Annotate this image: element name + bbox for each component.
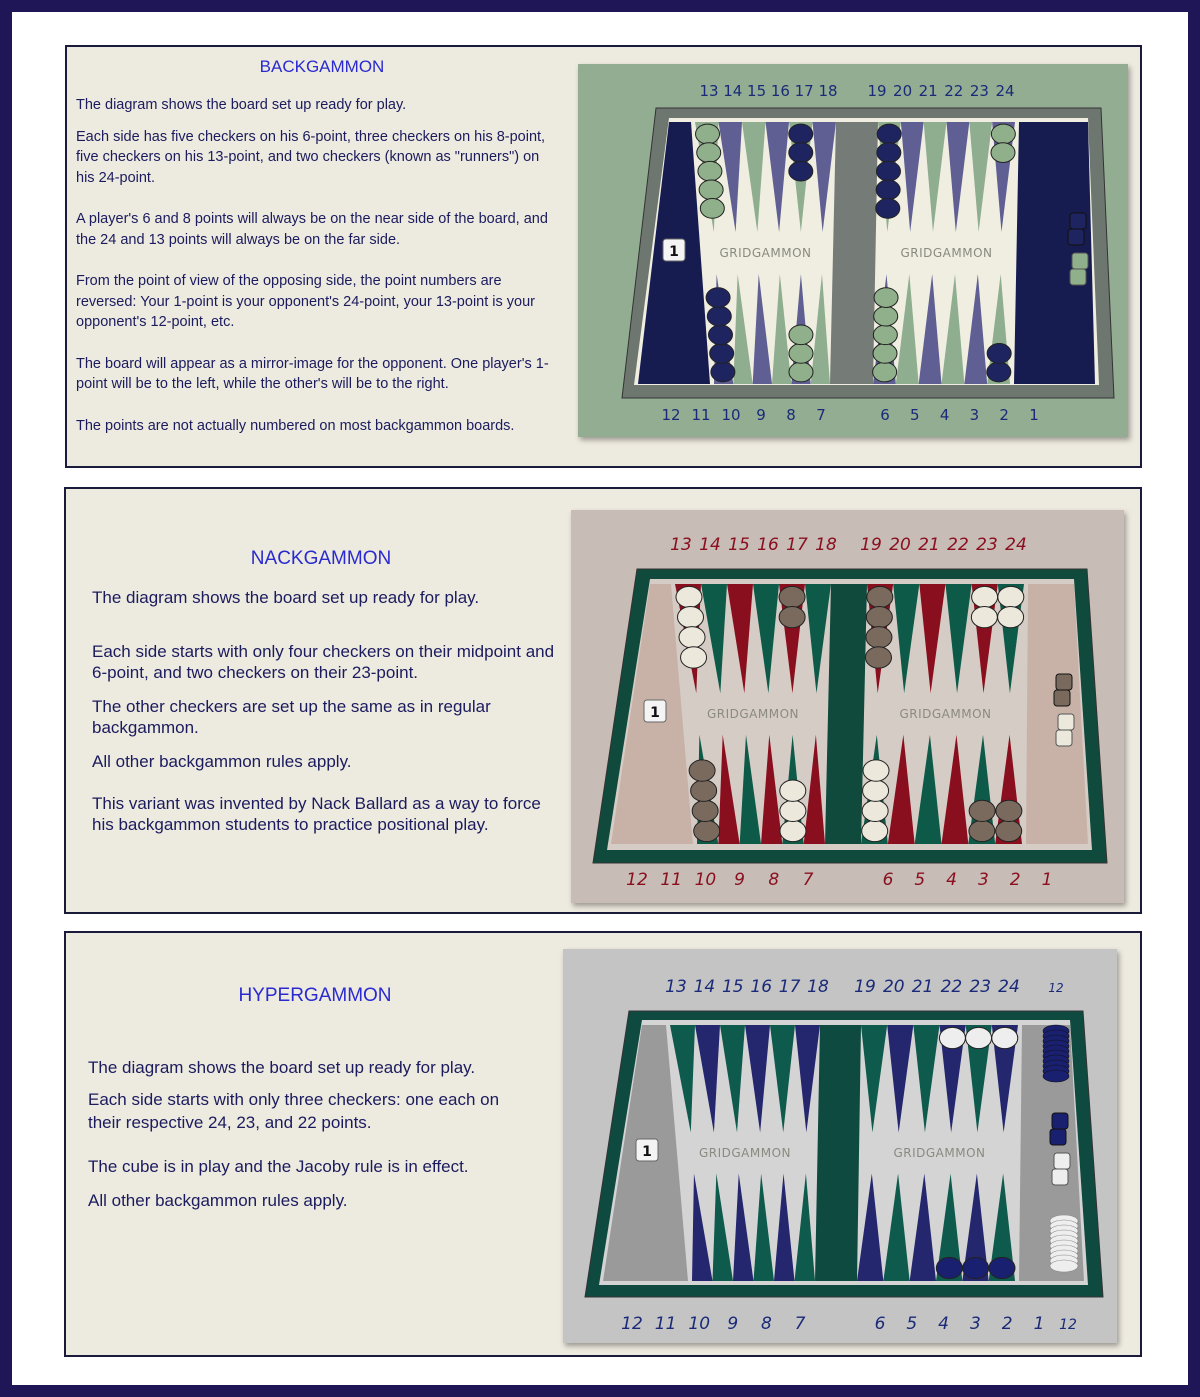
checker bbox=[865, 647, 891, 668]
checker bbox=[998, 586, 1024, 607]
checker bbox=[789, 161, 813, 181]
bottom-point-number: 1 bbox=[1041, 870, 1053, 890]
board-watermark: GRIDGAMMON bbox=[698, 1146, 792, 1160]
bottom-point-number: 3 bbox=[969, 1314, 981, 1334]
checker bbox=[867, 586, 893, 607]
checker bbox=[996, 800, 1022, 821]
bottom-point-number: 3 bbox=[969, 406, 980, 424]
bottom-point-number: 5 bbox=[914, 870, 926, 890]
checker bbox=[700, 199, 724, 219]
checker bbox=[971, 606, 997, 627]
die bbox=[1056, 730, 1072, 746]
board-watermark: GRIDGAMMON bbox=[899, 707, 992, 721]
checker bbox=[996, 820, 1022, 841]
bottom-point-number: 2 bbox=[999, 406, 1009, 424]
checker bbox=[969, 800, 995, 821]
paragraph: The diagram shows the board set up ready for play. bbox=[76, 97, 407, 113]
panel-description bbox=[88, 1056, 518, 1212]
die bbox=[1052, 1169, 1068, 1185]
checker bbox=[863, 760, 889, 781]
top-point-number: 19 bbox=[867, 82, 887, 100]
checker bbox=[998, 606, 1024, 627]
bottom-point-number: 2 bbox=[1009, 870, 1021, 890]
bottom-point-number: 9 bbox=[756, 406, 766, 424]
board-watermark: GRIDGAMMON bbox=[900, 246, 993, 260]
cube-value: 1 bbox=[669, 244, 679, 260]
board-svg bbox=[578, 64, 1128, 437]
tray-checker bbox=[1043, 1070, 1069, 1082]
paragraph: Each side starts with only three checkers: one each on their respective 24, 23, and 22 points. bbox=[88, 1090, 500, 1132]
die bbox=[1070, 269, 1086, 285]
checker bbox=[939, 1027, 965, 1048]
checker bbox=[874, 288, 898, 308]
bottom-point-number: 3 bbox=[977, 870, 989, 890]
top-point-number: 15 bbox=[747, 82, 767, 100]
paragraph: This variant was invented by Nack Ballard as a way to force his backgammon students to practice positional play. bbox=[92, 794, 541, 834]
paragraph: The cube is in play and the Jacoby rule is in effect. bbox=[88, 1157, 469, 1176]
checker bbox=[696, 124, 720, 144]
board-watermark: GRIDGAMMON bbox=[719, 246, 812, 260]
checker bbox=[972, 586, 998, 607]
board-diagram bbox=[578, 64, 1128, 437]
top-point-number: 21 bbox=[911, 977, 934, 997]
checker bbox=[780, 800, 806, 821]
checker bbox=[706, 288, 730, 308]
checker bbox=[873, 344, 897, 364]
board-svg bbox=[563, 949, 1117, 1343]
checker bbox=[991, 124, 1015, 144]
paragraph: All other backgammon rules apply. bbox=[88, 1191, 348, 1210]
checker bbox=[779, 606, 805, 627]
top-point-number: 23 bbox=[969, 82, 989, 100]
bottom-point-number: 1 bbox=[1029, 406, 1039, 424]
checker bbox=[987, 344, 1011, 364]
bottom-point-number: 8 bbox=[768, 870, 780, 890]
die bbox=[1068, 229, 1084, 245]
panel-title: HYPERGAMMON bbox=[238, 985, 392, 1006]
bottom-point-number: 1 bbox=[1033, 1314, 1045, 1334]
cube-value: 1 bbox=[642, 1144, 652, 1160]
checker bbox=[779, 586, 805, 607]
top-point-number: 13 bbox=[699, 82, 719, 100]
paragraph: The diagram shows the board set up ready for play. bbox=[92, 588, 480, 607]
checker bbox=[789, 124, 813, 144]
top-point-number: 18 bbox=[815, 535, 837, 555]
top-point-number: 18 bbox=[807, 977, 829, 997]
top-point-number: 17 bbox=[794, 82, 814, 100]
bottom-point-number: 4 bbox=[938, 1314, 950, 1334]
checker bbox=[689, 760, 715, 781]
bottom-point-number: 7 bbox=[802, 870, 814, 890]
checker bbox=[780, 780, 806, 801]
checker bbox=[866, 606, 892, 627]
paragraph: Each side has five checkers on his 6-point, three checkers on his 8-point, five checkers on his 13-point, and two checkers (known as "runners") on his 24-point. bbox=[76, 128, 546, 186]
die bbox=[1056, 674, 1072, 690]
checker bbox=[862, 800, 888, 821]
top-point-number: 24 bbox=[998, 977, 1020, 997]
top-point-number: 24 bbox=[995, 82, 1015, 100]
bottom-point-number: 5 bbox=[906, 1314, 918, 1334]
checker bbox=[681, 647, 707, 668]
bottom-point-number: 5 bbox=[910, 406, 920, 424]
checker bbox=[876, 199, 900, 219]
top-point-number: 19 bbox=[860, 535, 882, 555]
checker bbox=[708, 325, 732, 345]
top-point-number: 14 bbox=[699, 535, 721, 555]
checker bbox=[966, 1027, 992, 1048]
die bbox=[1058, 714, 1074, 730]
board-bar bbox=[825, 584, 867, 844]
checker bbox=[789, 325, 813, 345]
checker bbox=[877, 124, 901, 144]
bottom-point-number: 6 bbox=[874, 1314, 886, 1334]
checker bbox=[873, 362, 897, 382]
checker bbox=[789, 362, 813, 382]
bottom-point-number: 2 bbox=[1001, 1314, 1013, 1334]
checker bbox=[707, 306, 731, 326]
board-svg bbox=[571, 510, 1124, 903]
checker bbox=[866, 627, 892, 648]
die bbox=[1054, 1153, 1070, 1169]
top-point-number: 24 bbox=[1005, 535, 1027, 555]
board-bar bbox=[815, 1025, 861, 1281]
die bbox=[1050, 1129, 1066, 1145]
checker bbox=[789, 143, 813, 163]
checker bbox=[963, 1257, 989, 1278]
paragraph: The diagram shows the board set up ready for play. bbox=[88, 1058, 476, 1077]
bottom-point-number: 4 bbox=[939, 406, 950, 424]
top-point-number: 17 bbox=[786, 535, 808, 555]
checker bbox=[876, 161, 900, 181]
checker bbox=[710, 344, 734, 364]
panel-hypergammon bbox=[64, 931, 1142, 1357]
bottom-point-number: 10 bbox=[721, 406, 741, 424]
checker bbox=[873, 325, 897, 345]
bottom-point-number: 9 bbox=[727, 1314, 739, 1334]
checker bbox=[676, 586, 702, 607]
checker bbox=[692, 800, 718, 821]
panel-title: BACKGAMMON bbox=[259, 57, 385, 76]
bottom-point-number: 12 bbox=[621, 1314, 643, 1334]
bottom-point-number: 8 bbox=[760, 1314, 772, 1334]
top-point-number: 22 bbox=[944, 82, 964, 100]
checker bbox=[862, 820, 888, 841]
top-point-number: 17 bbox=[778, 977, 801, 997]
checker bbox=[678, 606, 704, 627]
panel-description bbox=[92, 587, 562, 835]
tray-count: 12 bbox=[1059, 1317, 1077, 1333]
cube-value: 1 bbox=[650, 705, 660, 721]
panel-nackgammon bbox=[64, 487, 1142, 914]
top-point-number: 19 bbox=[854, 977, 876, 997]
top-point-number: 23 bbox=[976, 535, 998, 555]
top-point-number: 14 bbox=[693, 977, 716, 997]
bottom-point-number: 12 bbox=[626, 870, 648, 890]
checker bbox=[694, 820, 720, 841]
top-point-number: 18 bbox=[818, 82, 838, 100]
top-point-number: 21 bbox=[918, 535, 940, 555]
board-watermark: GRIDGAMMON bbox=[893, 1146, 986, 1160]
tray-checker bbox=[1050, 1260, 1078, 1272]
checker bbox=[991, 143, 1015, 163]
checker bbox=[989, 1257, 1015, 1278]
bottom-point-number: 7 bbox=[816, 406, 826, 424]
checker bbox=[874, 306, 898, 326]
checker bbox=[876, 180, 900, 200]
paragraph: Each side starts with only four checkers on their midpoint and 6-point, and two checkers on their 23-point. bbox=[92, 642, 555, 682]
bottom-point-number: 11 bbox=[654, 1314, 677, 1334]
die bbox=[1072, 253, 1088, 269]
panel-description bbox=[76, 95, 561, 436]
bottom-point-number: 10 bbox=[694, 870, 717, 890]
checker bbox=[969, 820, 995, 841]
bottom-point-number: 7 bbox=[794, 1314, 806, 1334]
bottom-point-number: 10 bbox=[688, 1314, 711, 1334]
top-point-number: 16 bbox=[757, 535, 779, 555]
checker bbox=[697, 143, 721, 163]
top-point-number: 23 bbox=[969, 977, 992, 997]
top-point-number: 16 bbox=[750, 977, 773, 997]
bottom-point-number: 11 bbox=[691, 406, 711, 424]
paragraph: The other checkers are set up the same as in regular backgammon. bbox=[92, 697, 491, 737]
checker bbox=[711, 362, 735, 382]
checker bbox=[863, 780, 889, 801]
checker bbox=[936, 1257, 962, 1278]
top-point-number: 21 bbox=[918, 82, 938, 100]
bottom-point-number: 6 bbox=[882, 870, 894, 890]
checker bbox=[699, 180, 723, 200]
top-point-number: 20 bbox=[889, 535, 911, 555]
paragraph: The points are not actually numbered on most backgammon boards. bbox=[76, 417, 515, 434]
board-diagram bbox=[571, 510, 1124, 903]
checker bbox=[780, 820, 806, 841]
checker bbox=[992, 1027, 1018, 1048]
board-diagram bbox=[563, 949, 1117, 1343]
checker bbox=[698, 161, 722, 181]
bottom-point-number: 8 bbox=[786, 406, 796, 424]
tray-count: 12 bbox=[1048, 981, 1064, 995]
bottom-point-number: 11 bbox=[660, 870, 683, 890]
checker bbox=[691, 780, 717, 801]
die bbox=[1070, 213, 1086, 229]
top-point-number: 16 bbox=[770, 82, 790, 100]
top-point-number: 22 bbox=[947, 535, 969, 555]
panel-backgammon bbox=[65, 45, 1142, 468]
paragraph: From the point of view of the opposing side, the point numbers are reversed: Your 1-point is your opponent's 24-point, your 13-point is your opponent's 12-point, etc. bbox=[76, 273, 535, 330]
panel-title: NACKGAMMON bbox=[250, 548, 392, 569]
bottom-point-number: 6 bbox=[880, 406, 890, 424]
checker bbox=[789, 344, 813, 364]
paragraph: The board will appear as a mirror-image for the opponent. One player's 1-point will be to the left, while the other's will be to the right. bbox=[76, 355, 549, 392]
checker bbox=[987, 362, 1011, 382]
top-point-number: 22 bbox=[940, 977, 963, 997]
die bbox=[1054, 690, 1070, 706]
paragraph: All other backgammon rules apply. bbox=[92, 752, 352, 771]
paragraph: A player's 6 and 8 points will always be on the near side of the board, and the 24 and 13 points will always be on the far side. bbox=[76, 211, 548, 248]
checker bbox=[877, 143, 901, 163]
top-point-number: 13 bbox=[665, 977, 687, 997]
die bbox=[1052, 1113, 1068, 1129]
top-point-number: 13 bbox=[670, 535, 692, 555]
board-bar bbox=[830, 122, 878, 384]
bottom-point-number: 12 bbox=[661, 406, 681, 424]
checker bbox=[679, 627, 705, 648]
bottom-point-number: 9 bbox=[734, 870, 746, 890]
top-point-number: 14 bbox=[723, 82, 743, 100]
top-point-number: 20 bbox=[893, 82, 913, 100]
top-point-number: 15 bbox=[721, 977, 744, 997]
top-point-number: 15 bbox=[728, 535, 750, 555]
bottom-point-number: 4 bbox=[946, 870, 958, 890]
board-watermark: GRIDGAMMON bbox=[706, 707, 800, 721]
top-point-number: 20 bbox=[882, 977, 905, 997]
